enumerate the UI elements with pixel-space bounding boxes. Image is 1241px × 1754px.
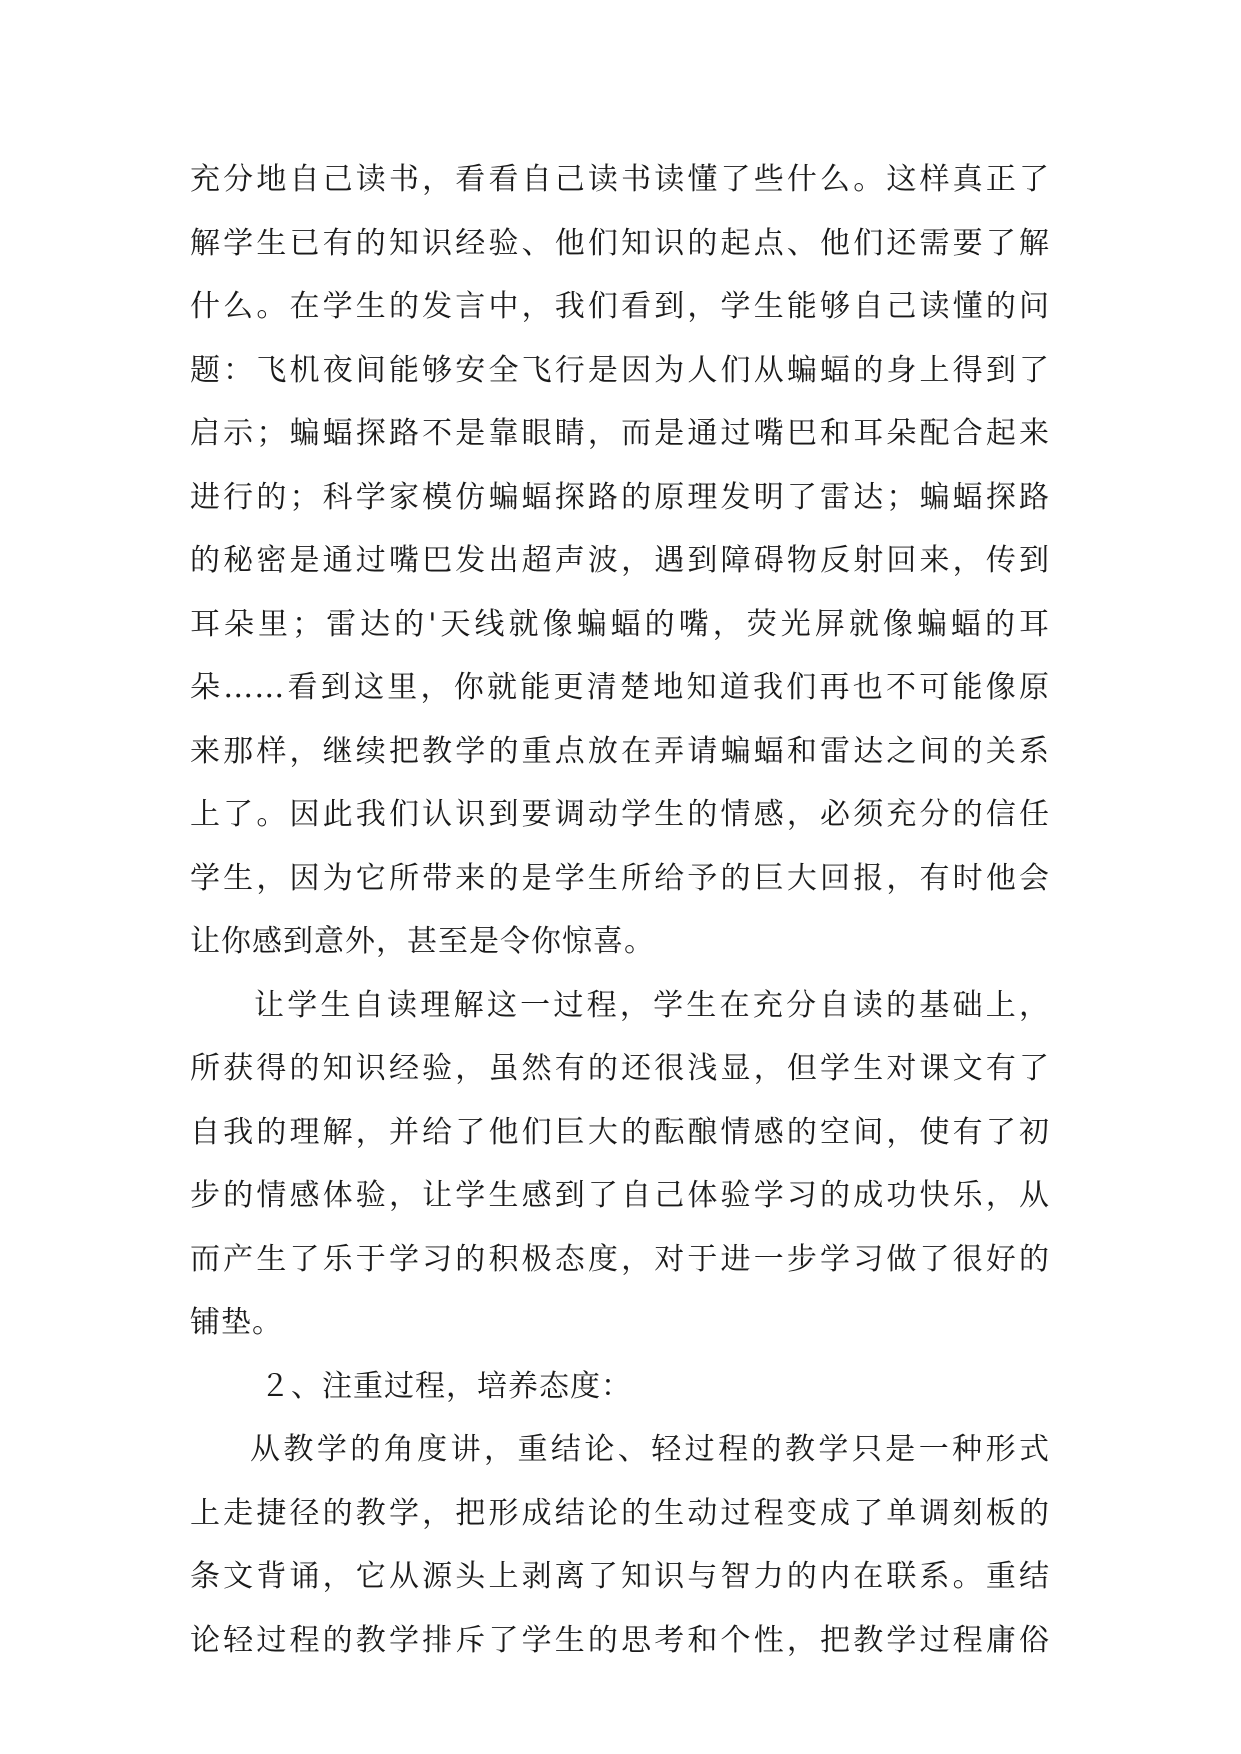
text-line: 启示；蝙蝠探路不是靠眼睛，而是通过嘴巴和耳朵配合起来 — [190, 416, 1050, 451]
text-line: 而产生了乐于学习的积极态度，对于进一步学习做了很好的 — [190, 1241, 1050, 1277]
text-line: 学生，因为它所带来的是学生所给予的巨大回报，有时他会 — [190, 860, 1050, 896]
text-line: 进行的；科学家模仿蝙蝠探路的原理发明了雷达；蝙蝠探路 — [190, 479, 1050, 515]
text-line: 铺垫。 — [190, 1305, 283, 1340]
text-line: 论轻过程的教学排斥了学生的思考和个性，把教学过程庸俗 — [190, 1622, 1050, 1658]
text-line: 让学生自读理解这一过程，学生在充分自读的基础上， — [254, 987, 1050, 1023]
paragraph-2 — [190, 974, 1050, 1355]
text-line: 上走捷径的教学，把形成结论的生动过程变成了单调刻板的 — [190, 1495, 1050, 1531]
text-line: 从教学的角度讲，重结论、轻过程的教学只是一种形式 — [250, 1432, 1050, 1467]
text-line: 条文背诵，它从源头上剥离了知识与智力的内在联系。重结 — [190, 1559, 1050, 1594]
text-line: 让你感到意外，甚至是令你惊喜。 — [190, 924, 655, 959]
text-line: 题：飞机夜间能够安全飞行是因为人们从蝙蝠的身上得到了 — [190, 352, 1050, 388]
section-heading — [190, 1355, 1050, 1419]
paragraph-1 — [190, 148, 1050, 974]
text-line: 步的情感体验，让学生感到了自己体验学习的成功快乐，从 — [190, 1178, 1050, 1213]
paragraph-3 — [190, 1418, 1050, 1672]
text-line: 充分地自己读书，看看自己读书读懂了些什么。这样真正了 — [190, 162, 1050, 197]
text-line: 自我的理解，并给了他们巨大的酝酿情感的空间，使有了初 — [190, 1114, 1050, 1150]
text-line: 耳朵里；雷达的'天线就像蝙蝠的嘴，荧光屏就像蝙蝠的耳 — [190, 606, 1050, 642]
heading-text: ２、注重过程，培养态度： — [260, 1368, 632, 1404]
text-line: 上了。因此我们认识到要调动学生的情感，必须充分的信任 — [190, 797, 1050, 832]
text-line: 什么。在学生的发言中，我们看到，学生能够自己读懂的问 — [190, 289, 1050, 324]
text-line: 的秘密是通过嘴巴发出超声波，遇到障碍物反射回来，传到 — [190, 543, 1050, 578]
text-line: 解学生已有的知识经验、他们知识的起点、他们还需要了解 — [190, 225, 1050, 261]
text-line: 朵……看到这里，你就能更清楚地知道我们再也不可能像原 — [190, 670, 1050, 705]
text-line: 所获得的知识经验，虽然有的还很浅显，但学生对课文有了 — [190, 1051, 1050, 1086]
text-line: 来那样，继续把教学的重点放在弄请蝙蝠和雷达之间的关系 — [190, 733, 1050, 769]
document-page — [190, 148, 1050, 1672]
